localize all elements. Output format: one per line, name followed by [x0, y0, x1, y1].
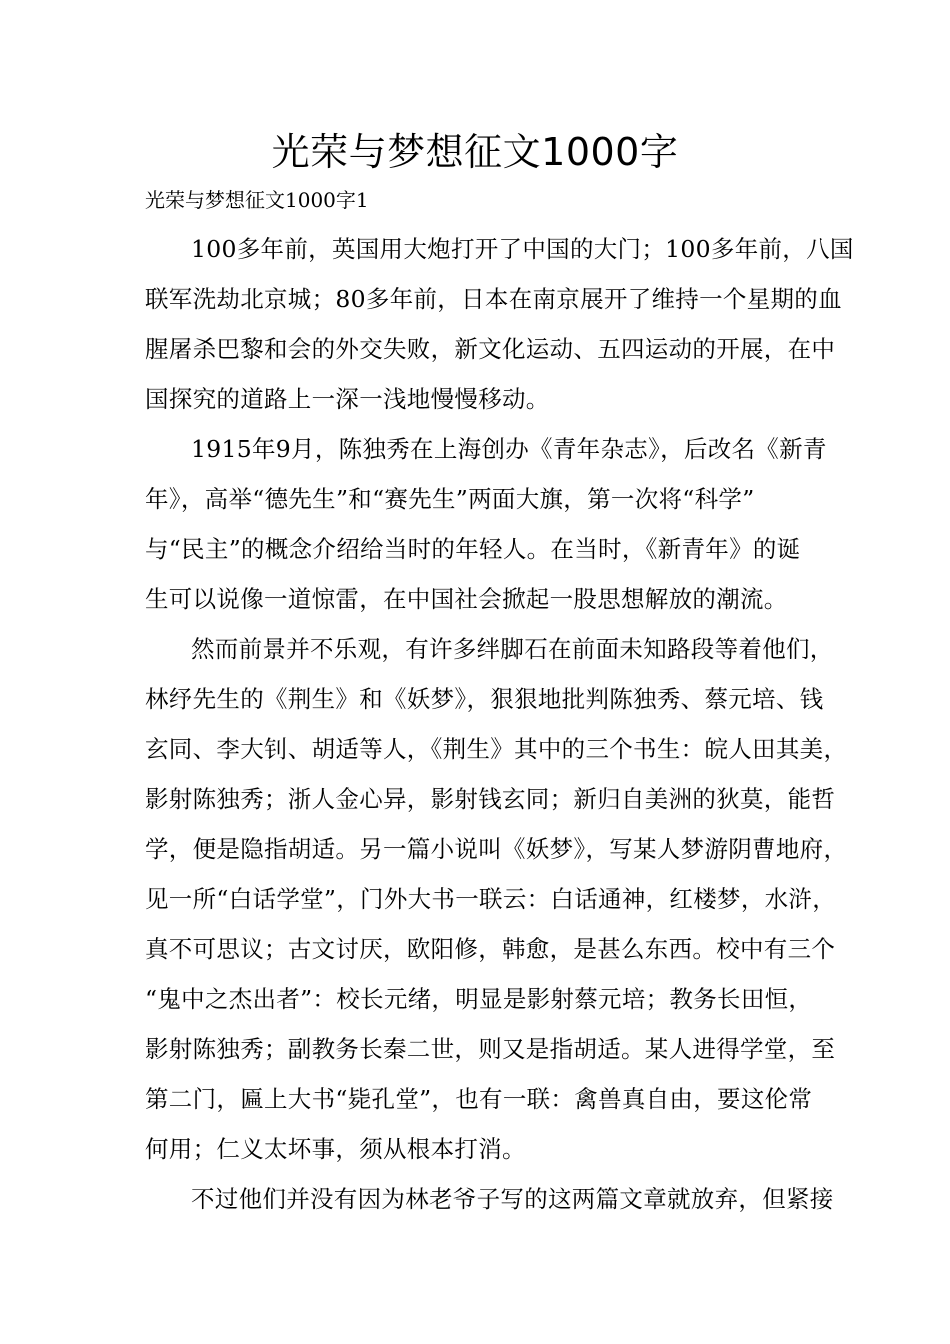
paragraph-2-line-1: 1915年9月，陈独秀在上海创办《青年杂志》，后改名《新青 [191, 435, 827, 463]
paragraph-3-line-1: 然而前景并不乐观，有许多绊脚石在前面未知路段等着他们， [191, 635, 834, 663]
paragraph-1-line-1: 100多年前，英国用大炮打开了中国的大门；100多年前，八国 [191, 235, 854, 263]
paragraph-3-line-8: “鬼中之杰出者”：校长元绪，明显是影射蔡元培；教务长田恒， [145, 985, 813, 1013]
paragraph-3-line-6: 见一所“白话学堂”，门外大书一联云：白话通神，红楼梦，水浒， [145, 885, 837, 913]
paragraph-3-line-3: 玄同、李大钊、胡适等人，《荆生》其中的三个书生：皖人田其美， [145, 735, 848, 763]
paragraph-3-line-7: 真不可思议；古文讨厌，欧阳修，韩愈，是甚么东西。校中有三个 [145, 935, 836, 963]
paragraph-3-line-2: 林纾先生的《荆生》和《妖梦》，狠狠地批判陈独秀、蔡元培、钱 [145, 685, 824, 713]
paragraph-3-line-4: 影射陈独秀；浙人金心异，影射钱玄同；新归自美洲的狄莫，能哲 [145, 785, 836, 813]
paragraph-3-line-9: 影射陈独秀；副教务长秦二世，则又是指胡适。某人进得学堂，至 [145, 1035, 836, 1063]
paragraph-2-line-3: 与“民主”的概念介绍给当时的年轻人。在当时，《新青年》的诞 [145, 535, 801, 563]
document-title: 光荣与梦想征文1000字 [271, 130, 679, 174]
paragraph-4-line-1: 不过他们并没有因为林老爷子写的这两篇文章就放弃，但紧接 [191, 1185, 834, 1213]
paragraph-3-line-5: 学，便是隐指胡适。另一篇小说叫《妖梦》，写某人梦游阴曹地府， [145, 835, 848, 863]
document-subtitle: 光荣与梦想征文1000字1 [145, 188, 369, 212]
paragraph-3-line-10: 第二门，匾上大书“毙孔堂”，也有一联：禽兽真自由，要这伦常 [145, 1085, 813, 1113]
paragraph-1-line-4: 国探究的道路上一深一浅地慢慢移动。 [145, 385, 550, 413]
paragraph-1-line-2: 联军洗劫北京城；80多年前，日本在南京展开了维持一个星期的血 [145, 285, 842, 313]
paragraph-2-line-4: 生可以说像一道惊雷，在中国社会掀起一股思想解放的潮流。 [145, 585, 788, 613]
paragraph-2-line-2: 年》，高举“德先生”和“赛先生”两面大旗，第一次将“科学” [145, 485, 755, 513]
paragraph-1-line-3: 腥屠杀巴黎和会的外交失败，新文化运动、五四运动的开展，在中 [145, 335, 836, 363]
paragraph-3-line-11: 何用；仁义太坏事，须从根本打消。 [145, 1135, 526, 1163]
